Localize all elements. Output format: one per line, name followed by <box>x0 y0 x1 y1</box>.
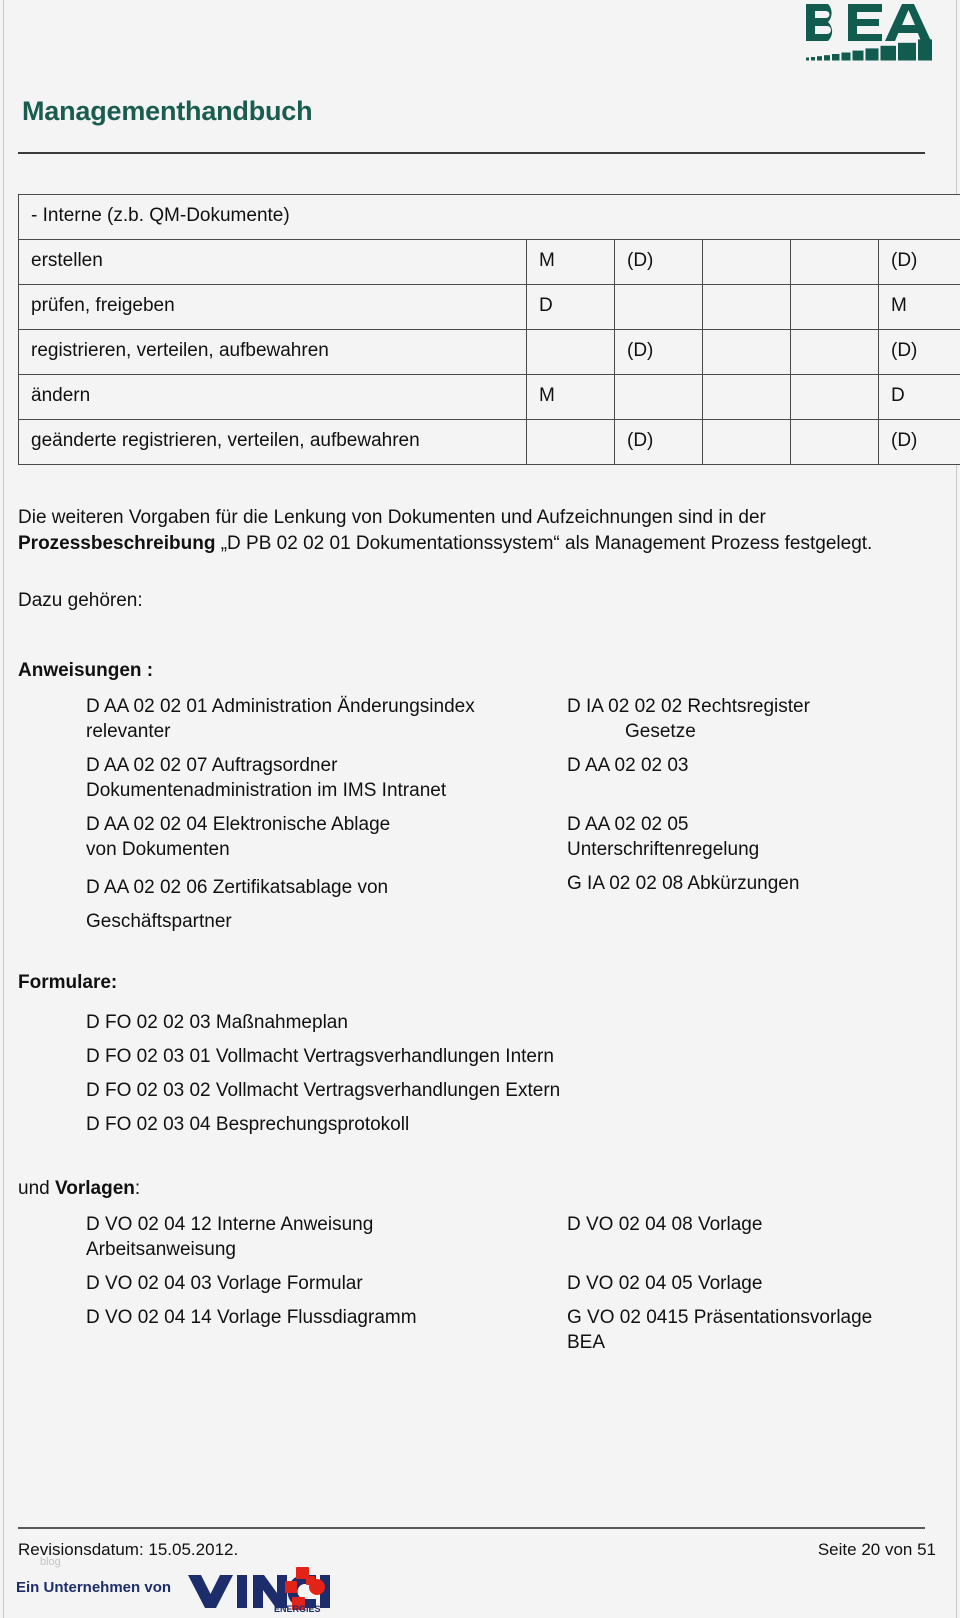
row-cell-1: M <box>527 240 615 285</box>
table-row <box>19 420 960 465</box>
intro-text-part1: Die weiteren Vorgaben für die Lenkung von Dokumenten und Aufzeichnungen sind in der <box>18 507 766 528</box>
section-heading-formulare: Formulare: <box>18 972 118 993</box>
list-item-left-main: D VO 02 04 12 Interne Anweisung <box>86 1214 374 1235</box>
list-item-right-main: D VO 02 04 05 Vorlage <box>567 1273 763 1294</box>
list-item-left-cont: von Dokumenten <box>86 839 230 860</box>
list-item <box>0 694 960 753</box>
list-item <box>0 753 960 812</box>
vinci-wordmark-icon <box>186 1567 346 1613</box>
intro-text-bold: Prozessbeschreibung <box>18 533 216 554</box>
row-cell-5: D <box>879 375 960 420</box>
formulare-list <box>86 1006 560 1142</box>
list-item-right <box>567 1271 947 1296</box>
row-cell-1: D <box>527 285 615 330</box>
list-item-left-main: D AA 02 02 07 Auftragsordner <box>86 755 338 776</box>
list-item-right <box>567 1212 947 1237</box>
table-section-label: - Interne (z.b. QM-Dokumente) <box>19 195 960 240</box>
vorlagen-heading-bold: Vorlagen <box>54 1178 135 1199</box>
row-cell-5: (D) <box>879 420 960 465</box>
vinci-energies-logo <box>16 1567 346 1613</box>
row-label: prüfen, freigeben <box>19 285 527 330</box>
page-number: Seite 20 von 51 <box>817 1540 936 1559</box>
list-item-right <box>567 871 947 896</box>
row-cell-5: (D) <box>879 330 960 375</box>
row-cell-3 <box>703 420 791 465</box>
row-cell-5: (D) <box>879 240 960 285</box>
list-item: D FO 02 03 02 Vollmacht Vertragsverhandlungen Extern <box>86 1080 561 1101</box>
table-row <box>19 240 960 285</box>
row-cell-4 <box>791 420 879 465</box>
row-cell-2 <box>615 375 703 420</box>
list-item-left <box>86 871 556 939</box>
row-label: registrieren, verteilen, aufbewahren <box>19 330 527 375</box>
list-item <box>0 1305 960 1364</box>
list-item-right <box>567 753 947 778</box>
list-item-left <box>86 1305 556 1330</box>
header-divider <box>18 152 925 154</box>
list-item-left <box>86 753 556 803</box>
list-item-right-main: D VO 02 04 08 Vorlage <box>567 1214 763 1235</box>
list-item-left <box>86 694 556 744</box>
list-item-right-main: D IA 02 02 02 Rechtsregister <box>567 696 810 717</box>
row-cell-3 <box>703 375 791 420</box>
row-cell-4 <box>791 375 879 420</box>
table-row <box>19 375 960 420</box>
revision-date: Revisionsdatum: 15.05.2012. <box>18 1540 239 1559</box>
row-cell-3 <box>703 240 791 285</box>
row-cell-3 <box>703 330 791 375</box>
section-heading-vorlagen <box>18 1178 140 1200</box>
row-label: geänderte registrieren, verteilen, aufbewahren <box>19 420 527 465</box>
vorlagen-heading-prefix: und <box>18 1178 55 1199</box>
row-cell-1: M <box>527 375 615 420</box>
list-item: D FO 02 02 03 Maßnahmeplan <box>86 1012 348 1033</box>
list-item: D FO 02 03 04 Besprechungsprotokoll <box>86 1114 410 1135</box>
list-item <box>0 812 960 871</box>
partner-line-label: Ein Unternehmen von <box>16 1579 172 1596</box>
intro-text-part2: „D PB 02 02 01 Dokumentationssystem“ als Management Prozess festgelegt. <box>215 533 873 554</box>
intro-paragraph <box>18 505 908 557</box>
row-cell-4 <box>791 240 879 285</box>
list-item <box>0 871 960 935</box>
list-item-right-main: D AA 02 02 03 <box>567 755 689 776</box>
list-item <box>0 1212 960 1271</box>
list-item-right-cont: Unterschriftenregelung <box>567 839 760 860</box>
row-label: erstellen <box>19 240 527 285</box>
row-cell-2: (D) <box>615 420 703 465</box>
vinci-energies-subtext: ENERGIES <box>274 1604 321 1613</box>
list-item-right <box>567 1305 947 1355</box>
section-heading-anweisungen: Anweisungen : <box>18 660 154 681</box>
row-cell-3 <box>703 285 791 330</box>
list-item-right-cont: Gesetze <box>625 721 696 742</box>
vorlagen-heading-suffix: : <box>134 1178 141 1199</box>
list-item-left-cont: relevanter <box>86 721 171 742</box>
row-cell-4 <box>791 285 879 330</box>
list-item-left-main: D AA 02 02 01 Administration Änderungsindex <box>86 696 475 717</box>
vorlagen-list <box>0 1212 960 1364</box>
page-title: Managementhandbuch <box>22 96 313 126</box>
dazu-gehoeren-line: Dazu gehören: <box>18 590 143 611</box>
list-item-left-main: D VO 02 04 03 Vorlage Formular <box>86 1273 363 1294</box>
list-item-left-cont: Geschäftspartner <box>86 911 232 932</box>
row-cell-2: (D) <box>615 330 703 375</box>
table-row <box>19 330 960 375</box>
list-item-left-main: D VO 02 04 14 Vorlage Flussdiagramm <box>86 1307 417 1328</box>
row-cell-5: M <box>879 285 960 330</box>
blog-watermark: blog <box>40 1556 61 1568</box>
table-row <box>19 285 960 330</box>
row-cell-2 <box>615 285 703 330</box>
row-cell-2: (D) <box>615 240 703 285</box>
row-cell-4 <box>791 330 879 375</box>
list-item-right <box>567 694 947 744</box>
row-cell-1 <box>527 420 615 465</box>
bea-logo <box>804 2 934 64</box>
list-item-right-cont: BEA <box>567 1332 606 1353</box>
list-item-left-cont: Dokumentenadministration im IMS Intranet <box>86 780 447 801</box>
footer-divider <box>18 1527 925 1529</box>
list-item-right-main: G VO 02 0415 Präsentationsvorlage <box>567 1307 873 1328</box>
list-item-right-main: G IA 02 02 08 Abkürzungen <box>567 873 800 894</box>
list-item-left-main: D AA 02 02 06 Zertifikatsablage von <box>86 877 389 898</box>
list-item: D FO 02 03 01 Vollmacht Vertragsverhandlungen Intern <box>86 1046 554 1067</box>
table-header-row <box>19 195 960 240</box>
anweisungen-list <box>0 694 960 935</box>
row-label: ändern <box>19 375 527 420</box>
list-item <box>0 1271 960 1305</box>
list-item-left <box>86 1271 556 1296</box>
list-item-right <box>567 812 947 862</box>
row-cell-1 <box>527 330 615 375</box>
responsibility-matrix <box>18 194 924 465</box>
list-item-left <box>86 1212 556 1262</box>
list-item-right-main: D AA 02 02 05 <box>567 814 689 835</box>
list-item-left <box>86 812 556 862</box>
list-item-left-cont: Arbeitsanweisung <box>86 1239 236 1260</box>
list-item-left-main: D AA 02 02 04 Elektronische Ablage <box>86 814 391 835</box>
